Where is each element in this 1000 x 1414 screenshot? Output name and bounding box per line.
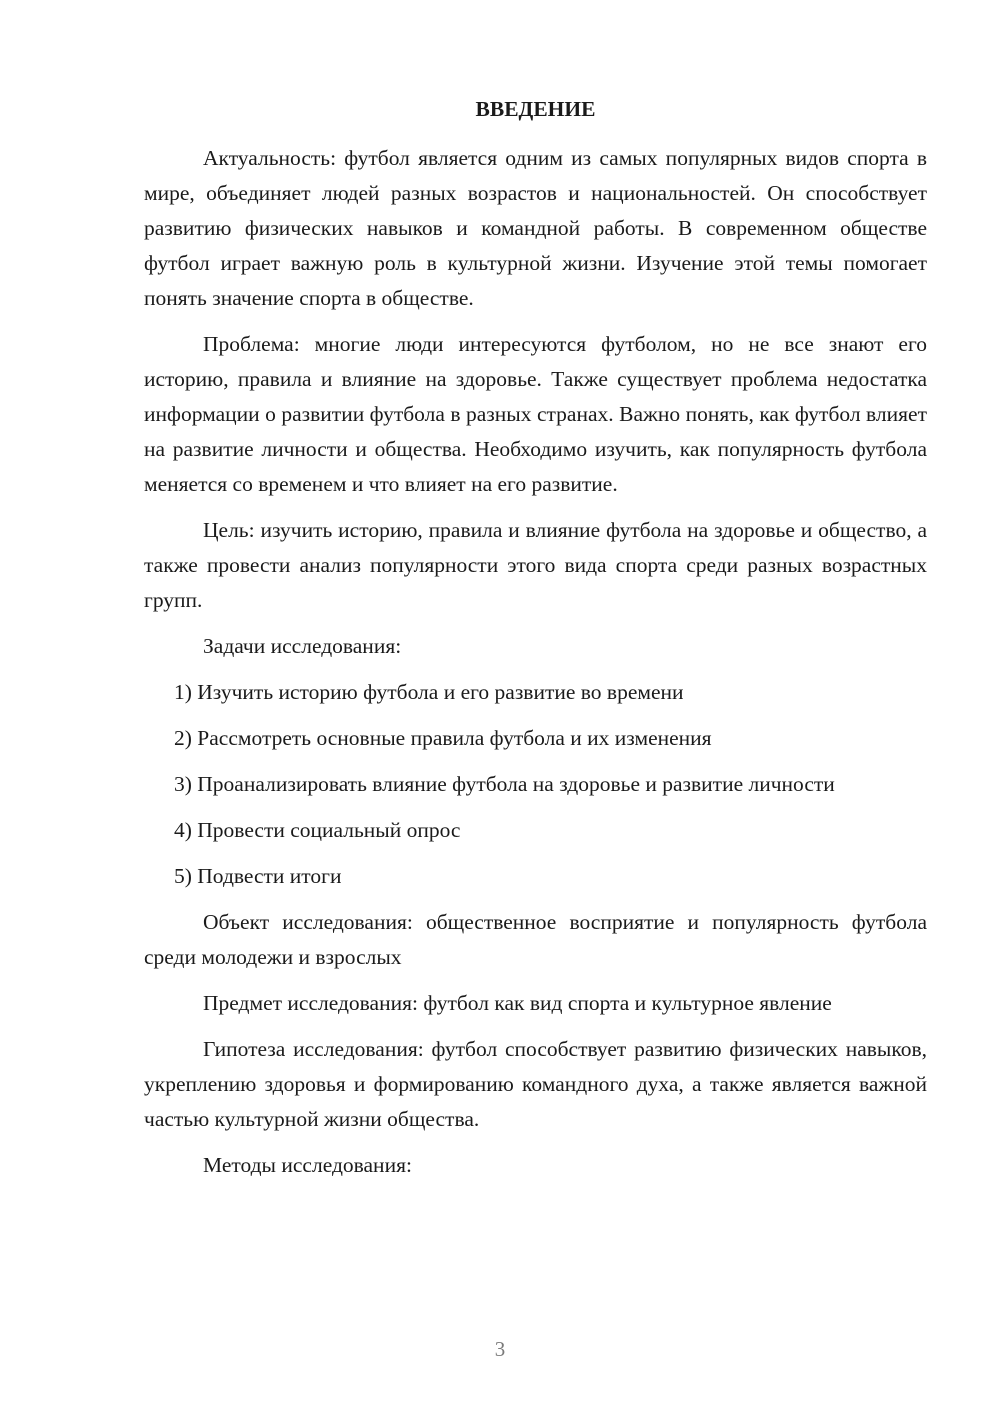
paragraph-relevance: Актуальность: футбол является одним из самых популярных видов спорта в мире, объединяет людей разных возрастов и национальностей. Он способствует развитию физических навыков и командной работы. В современном обществе футбол играет важную роль в культурной жизни. Изучение этой темы помогает понять значение спорта в обществе. (144, 146, 927, 310)
page-content (144, 92, 927, 1194)
paragraph-methods: Методы исследования: (203, 1153, 412, 1177)
paragraph-tasks-heading: Задачи исследования: (203, 634, 402, 658)
task-item-2: 2) Рассмотреть основные правила футбола и их изменения (174, 726, 712, 750)
section-title: ВВЕДЕНИЕ (475, 97, 596, 121)
paragraph-object: Объект исследования: общественное восприятие и популярность футбола среди молодежи и взрослых (144, 910, 927, 969)
task-item-1: 1) Изучить историю футбола и его развитие во времени (174, 680, 684, 704)
page-number: 3 (494, 1337, 506, 1361)
task-item-4: 4) Провести социальный опрос (174, 818, 461, 842)
paragraph-problem: Проблема: многие люди интересуются футболом, но не все знают его историю, правила и влияние на здоровье. Также существует проблема недостатка информации о развитии футбола в разных странах. Важно понять, как футбол влияет на развитие личности и общества. Необходимо изучить, как популярность футбола меняется со временем и что влияет на его развитие. (144, 332, 927, 496)
task-item-3: 3) Проанализировать влияние футбола на здоровье и развитие личности (174, 772, 835, 796)
paragraph-subject: Предмет исследования: футбол как вид спорта и культурное явление (203, 991, 832, 1015)
paragraph-goal: Цель: изучить историю, правила и влияние футбола на здоровье и общество, а также провести анализ популярности этого вида спорта среди разных возрастных групп. (144, 518, 927, 612)
paragraph-hypothesis: Гипотеза исследования: футбол способствует развитию физических навыков, укреплению здоровья и формированию командного духа, а также является важной частью культурной жизни общества. (144, 1037, 927, 1131)
task-item-5: 5) Подвести итоги (174, 864, 342, 888)
